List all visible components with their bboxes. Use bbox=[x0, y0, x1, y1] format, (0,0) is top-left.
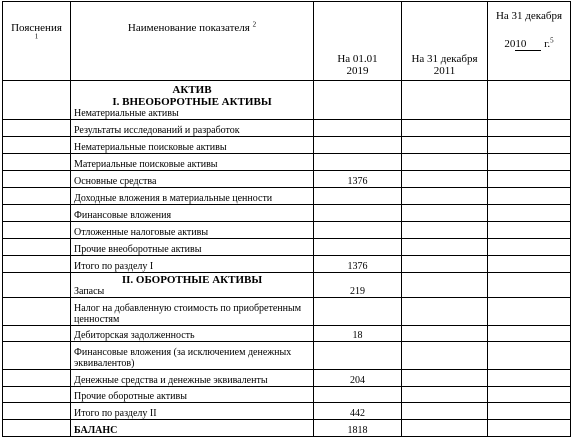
header-indicator-footnote: 2 bbox=[252, 20, 257, 29]
section2-header-cell bbox=[71, 273, 314, 298]
row-label: Нематериальные поисковые активы bbox=[71, 137, 314, 154]
cell-notes bbox=[3, 326, 71, 342]
cell-value bbox=[402, 403, 488, 420]
cell-value: 219 bbox=[314, 273, 402, 298]
cell-value bbox=[314, 387, 402, 403]
table-row bbox=[3, 342, 571, 370]
cell-value bbox=[402, 137, 488, 154]
row-label: Материальные поисковые активы bbox=[71, 154, 314, 171]
cell-value bbox=[488, 171, 571, 188]
header-notes bbox=[3, 2, 71, 81]
cell-value bbox=[402, 222, 488, 239]
section2-header-row bbox=[3, 273, 571, 298]
cell-notes bbox=[3, 120, 71, 137]
cell-value: 1376 bbox=[314, 171, 402, 188]
cell-value: 1376 bbox=[314, 256, 402, 273]
header-indicator-label: Наименование показателя bbox=[127, 22, 250, 34]
cell-value bbox=[402, 256, 488, 273]
table-row bbox=[3, 171, 571, 188]
row-label: Дебиторская задолженность bbox=[71, 326, 314, 342]
header-notes-footnote: 1 bbox=[34, 32, 39, 41]
cell-value bbox=[488, 370, 571, 387]
table-row bbox=[3, 154, 571, 171]
cell-value bbox=[402, 188, 488, 205]
section2-title: II. ОБОРОТНЫЕ АКТИВЫ bbox=[121, 274, 263, 286]
table-row bbox=[3, 370, 571, 387]
cell-value bbox=[314, 81, 402, 120]
cell-value bbox=[402, 81, 488, 120]
cell-value: 18 bbox=[314, 326, 402, 342]
cell-notes bbox=[3, 222, 71, 239]
cell-value bbox=[488, 137, 571, 154]
table-row bbox=[3, 188, 571, 205]
row-label: Финансовые вложения (за исключением денежных эквивалентов) bbox=[71, 342, 314, 370]
row-label: Итого по разделу II bbox=[71, 403, 314, 420]
cell-value bbox=[488, 222, 571, 239]
row-label: Прочие внеоборотные активы bbox=[71, 239, 314, 256]
cell-value bbox=[488, 387, 571, 403]
section1-header-row bbox=[3, 81, 571, 120]
cell-notes bbox=[3, 154, 71, 171]
header-date3-line1: На 31 декабря bbox=[495, 10, 563, 22]
cell-notes bbox=[3, 205, 71, 222]
cell-value bbox=[488, 326, 571, 342]
row-label: Запасы bbox=[74, 286, 105, 297]
table-row bbox=[3, 222, 571, 239]
header-indicator bbox=[71, 2, 314, 81]
balance-value: 1818 bbox=[314, 420, 402, 437]
row-label: Денежные средства и денежные эквиваленты bbox=[71, 370, 314, 387]
cell-notes bbox=[3, 81, 71, 120]
header-date1 bbox=[314, 2, 402, 81]
row-label: Итого по разделу I bbox=[71, 256, 314, 273]
cell-value bbox=[314, 342, 402, 370]
cell-value bbox=[488, 342, 571, 370]
cell-notes bbox=[3, 256, 71, 273]
header-date2 bbox=[402, 2, 488, 81]
cell-value bbox=[402, 154, 488, 171]
table-row bbox=[3, 137, 571, 154]
cell-value bbox=[488, 273, 571, 298]
cell-value bbox=[402, 239, 488, 256]
header-date3-year: 10 bbox=[515, 38, 541, 51]
table-row bbox=[3, 298, 571, 326]
header-row bbox=[3, 2, 571, 81]
section1-title-line2: I. ВНЕОБОРОТНЫЕ АКТИВЫ bbox=[112, 96, 272, 108]
balance-row bbox=[3, 420, 571, 437]
balance-label: БАЛАНС bbox=[71, 420, 314, 437]
cell-notes bbox=[3, 342, 71, 370]
table-row bbox=[3, 120, 571, 137]
cell-value: 204 bbox=[314, 370, 402, 387]
table-row bbox=[3, 239, 571, 256]
cell-value bbox=[488, 81, 571, 120]
header-date3-footnote: 5 bbox=[550, 36, 554, 45]
cell-notes bbox=[3, 239, 71, 256]
section1-header-cell bbox=[71, 81, 314, 120]
cell-value bbox=[314, 205, 402, 222]
cell-value bbox=[488, 120, 571, 137]
header-date3 bbox=[488, 2, 571, 81]
table-row bbox=[3, 326, 571, 342]
header-date1-line2: 2019 bbox=[346, 65, 369, 77]
header-date2-line1: На 31 декабря bbox=[411, 53, 478, 65]
cell-value bbox=[314, 188, 402, 205]
row-label: Отложенные налоговые активы bbox=[71, 222, 314, 239]
cell-notes bbox=[3, 420, 71, 437]
row-label: Основные средства bbox=[71, 171, 314, 188]
row-label: Нематериальные активы bbox=[74, 108, 179, 119]
table-row bbox=[3, 256, 571, 273]
table-row bbox=[3, 387, 571, 403]
header-notes-label: Пояснения bbox=[11, 22, 62, 34]
cell-value bbox=[402, 171, 488, 188]
cell-value bbox=[488, 298, 571, 326]
cell-value bbox=[488, 154, 571, 171]
table-row bbox=[3, 403, 571, 420]
cell-value bbox=[402, 273, 488, 298]
header-date2-line2: 2011 bbox=[433, 65, 456, 77]
cell-value bbox=[488, 403, 571, 420]
balance-sheet-table bbox=[2, 1, 571, 437]
cell-value bbox=[402, 326, 488, 342]
cell-value bbox=[402, 298, 488, 326]
row-label: Прочие оборотные активы bbox=[71, 387, 314, 403]
header-date3-prefix: 20 bbox=[504, 38, 516, 50]
row-label: Финансовые вложения bbox=[71, 205, 314, 222]
cell-notes bbox=[3, 403, 71, 420]
cell-value bbox=[402, 387, 488, 403]
cell-value bbox=[402, 205, 488, 222]
cell-value bbox=[314, 120, 402, 137]
row-label: Результаты исследований и разработок bbox=[71, 120, 314, 137]
cell-value bbox=[314, 137, 402, 154]
cell-value bbox=[402, 420, 488, 437]
cell-value: 442 bbox=[314, 403, 402, 420]
cell-value bbox=[402, 342, 488, 370]
cell-value bbox=[488, 239, 571, 256]
cell-value bbox=[488, 205, 571, 222]
cell-notes bbox=[3, 273, 71, 298]
cell-value bbox=[488, 188, 571, 205]
header-date1-line1: На 01.01 bbox=[337, 53, 378, 65]
cell-notes bbox=[3, 370, 71, 387]
cell-value bbox=[402, 370, 488, 387]
cell-value bbox=[402, 120, 488, 137]
cell-notes bbox=[3, 171, 71, 188]
cell-value bbox=[314, 298, 402, 326]
row-label: Налог на добавленную стоимость по приобретенным ценностям bbox=[71, 298, 314, 326]
cell-notes bbox=[3, 298, 71, 326]
cell-value bbox=[314, 222, 402, 239]
cell-value bbox=[314, 239, 402, 256]
cell-value bbox=[488, 256, 571, 273]
section1-title-line1: АКТИВ bbox=[172, 84, 212, 96]
cell-notes bbox=[3, 387, 71, 403]
cell-notes bbox=[3, 188, 71, 205]
header-date3-suffix: г. bbox=[544, 38, 551, 50]
table-row bbox=[3, 205, 571, 222]
row-label: Доходные вложения в материальные ценности bbox=[71, 188, 314, 205]
cell-value bbox=[488, 420, 571, 437]
cell-value bbox=[314, 154, 402, 171]
cell-notes bbox=[3, 137, 71, 154]
